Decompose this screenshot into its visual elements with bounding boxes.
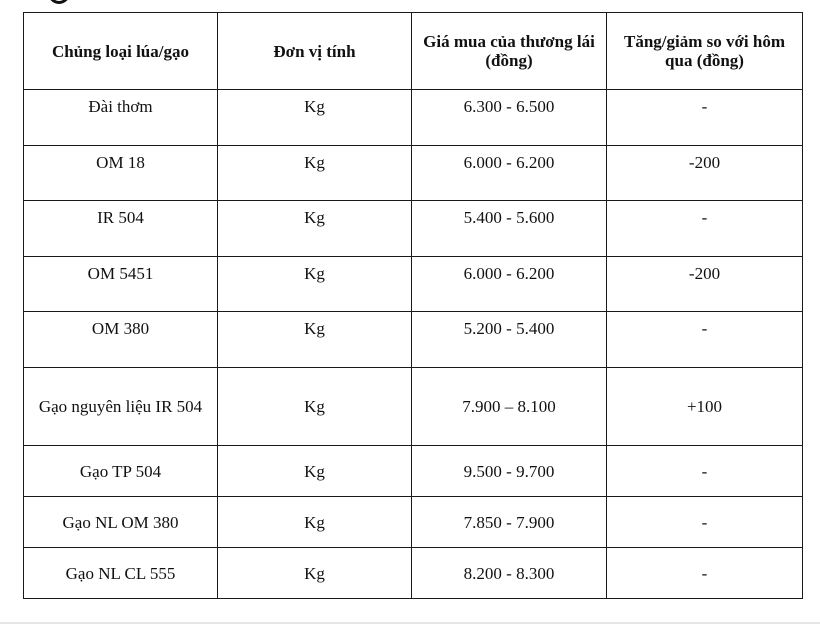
cell-unit: Kg	[218, 368, 412, 446]
cell-rice-type: Gạo NL CL 555	[24, 548, 218, 599]
cell-unit: Kg	[218, 146, 412, 201]
cell-unit: Kg	[218, 548, 412, 599]
cell-unit: Kg	[218, 446, 412, 497]
cell-unit: Kg	[218, 497, 412, 548]
cell-rice-type: IR 504	[24, 201, 218, 257]
table-row	[24, 201, 803, 257]
cell-price: 7.850 - 7.900	[412, 497, 607, 548]
table-row	[24, 146, 803, 201]
cell-price: 6.000 - 6.200	[412, 257, 607, 312]
table-row	[24, 548, 803, 599]
table-row	[24, 446, 803, 497]
cell-change: -	[607, 312, 803, 368]
header-unit: Đơn vị tính	[218, 13, 412, 90]
cell-price: 6.300 - 6.500	[412, 90, 607, 146]
table-row	[24, 312, 803, 368]
cell-rice-type: Đài thơm	[24, 90, 218, 146]
header-daily-change: Tăng/giảm so với hôm qua (đồng)	[607, 13, 803, 90]
cell-change: -	[607, 446, 803, 497]
cell-change: -	[607, 497, 803, 548]
cell-change: +100	[607, 368, 803, 446]
cell-change: -	[607, 90, 803, 146]
cell-price: 5.400 - 5.600	[412, 201, 607, 257]
table-row	[24, 497, 803, 548]
cell-rice-type: Gạo NL OM 380	[24, 497, 218, 548]
cell-unit: Kg	[218, 90, 412, 146]
rice-price-table	[23, 12, 803, 599]
cell-rice-type: Gạo nguyên liệu IR 504	[24, 368, 218, 446]
cell-price: 9.500 - 9.700	[412, 446, 607, 497]
cell-price: 8.200 - 8.300	[412, 548, 607, 599]
cell-rice-type: OM 5451	[24, 257, 218, 312]
cell-unit: Kg	[218, 257, 412, 312]
cell-price: 7.900 – 8.100	[412, 368, 607, 446]
cell-change: -	[607, 548, 803, 599]
cell-change: -200	[607, 146, 803, 201]
table-header-row	[24, 13, 803, 90]
table-row	[24, 368, 803, 446]
cropped-glyph	[48, 0, 70, 4]
cell-change: -	[607, 201, 803, 257]
page-bottom-divider	[0, 622, 820, 624]
cell-change: -200	[607, 257, 803, 312]
cell-price: 6.000 - 6.200	[412, 146, 607, 201]
header-rice-type: Chủng loại lúa/gạo	[24, 13, 218, 90]
cell-price: 5.200 - 5.400	[412, 312, 607, 368]
cell-rice-type: Gạo TP 504	[24, 446, 218, 497]
cell-rice-type: OM 380	[24, 312, 218, 368]
header-trader-price: Giá mua của thương lái (đồng)	[412, 13, 607, 90]
table-row	[24, 257, 803, 312]
cell-unit: Kg	[218, 312, 412, 368]
cell-rice-type: OM 18	[24, 146, 218, 201]
table-row	[24, 90, 803, 146]
cell-unit: Kg	[218, 201, 412, 257]
